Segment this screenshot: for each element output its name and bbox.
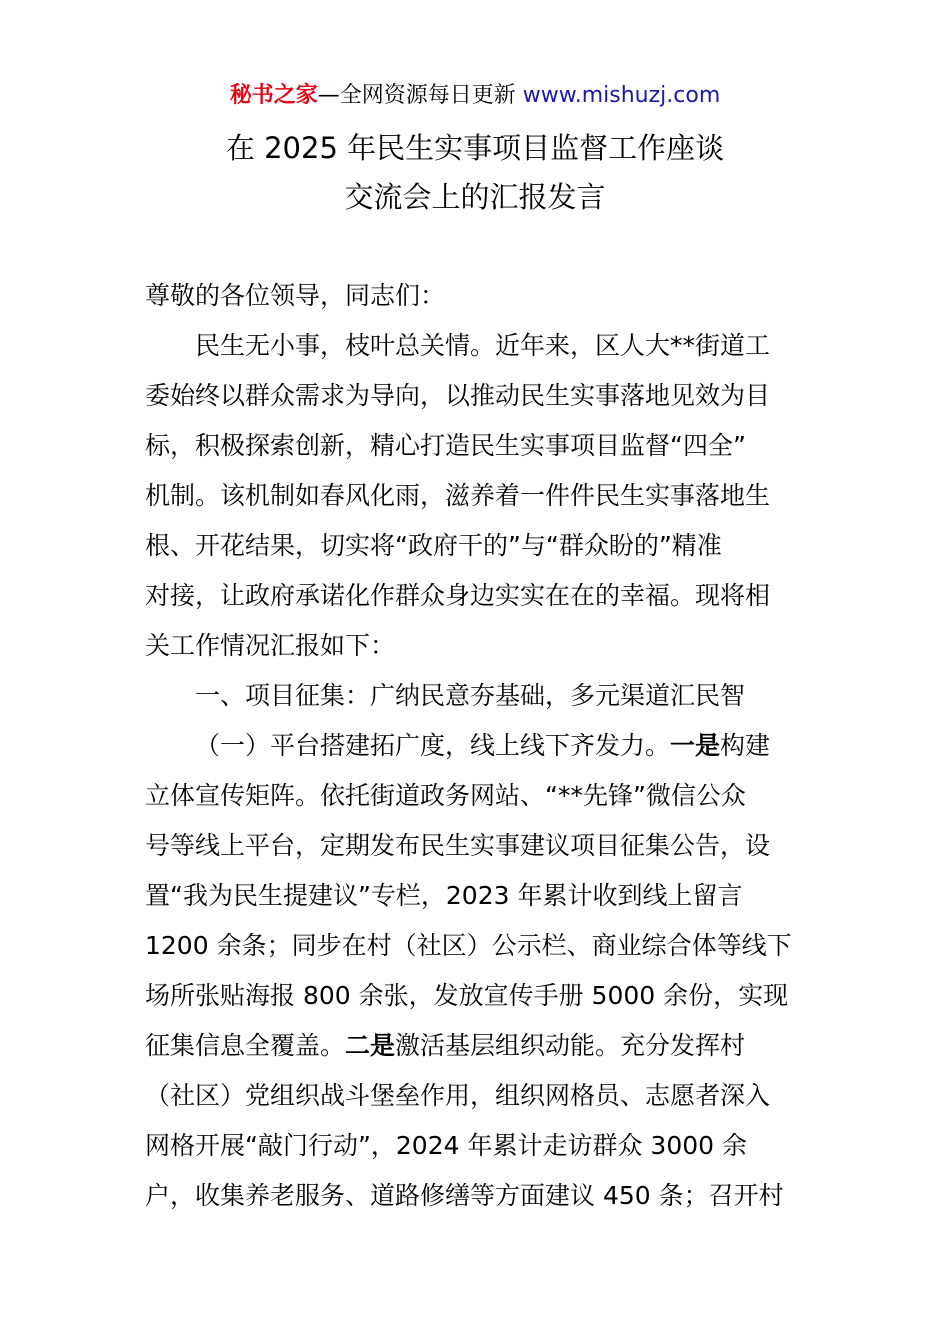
body-text-segment: 征集信息全覆盖。 xyxy=(145,1031,346,1060)
point-text: 激活基层组织动能。充分发挥村 xyxy=(395,1031,746,1060)
site-url-link[interactable]: www.mishuzj.com xyxy=(522,83,721,108)
intro-line: 机制。该机制如春风化雨，滋养着一件件民生实事落地生 xyxy=(145,481,771,510)
intro-line: 根、开花结果，切实将“政府干的”与“群众盼的”精准 xyxy=(145,531,722,560)
point-marker-first: 一是 xyxy=(670,731,721,760)
intro-line: 对接，让政府承诺化作群众身边实实在在的幸福。现将相 xyxy=(145,581,771,610)
body-line: 立体宣传矩阵。依托街道政务网站、“**先锋”微信公众 xyxy=(145,781,746,810)
body-line: 1200 余条；同步在村（社区）公示栏、商业综合体等线下 xyxy=(145,931,792,960)
intro-line: 委始终以群众需求为导向，以推动民生实事落地见效为目 xyxy=(145,381,771,410)
site-header xyxy=(0,80,950,112)
document-title-line-2: 交流会上的汇报发言 xyxy=(344,180,606,214)
body-line: 置“我为民生提建议”专栏，2023 年累计收到线上留言 xyxy=(145,881,743,910)
subsection-heading: （一）平台搭建拓广度，线上线下齐发力。 xyxy=(195,731,671,760)
intro-line: 标，积极探索创新，精心打造民生实事项目监督“四全” xyxy=(145,431,746,460)
brand-name: 秘书之家 xyxy=(229,83,318,108)
header-tagline: —全网资源每日更新 xyxy=(317,83,523,108)
section-heading: 一、项目征集：广纳民意夯基础，多元渠道汇民智 xyxy=(195,681,746,710)
document-title-line-1: 在 2025 年民生实事项目监督工作座谈 xyxy=(225,131,725,165)
body-line: 网格开展“敲门行动”，2024 年累计走访群众 3000 余 xyxy=(145,1131,747,1160)
point-marker-second: 二是 xyxy=(345,1031,396,1060)
body-line: 户，收集养老服务、道路修缮等方面建议 450 条；召开村 xyxy=(145,1181,784,1210)
body-line: （社区）党组织战斗堡垒作用，组织网格员、志愿者深入 xyxy=(145,1081,771,1110)
subsection-lead-line xyxy=(145,721,810,771)
salutation: 尊敬的各位领导，同志们： xyxy=(145,281,446,310)
intro-line: 关工作情况汇报如下： xyxy=(145,631,396,660)
body-line: 场所张贴海报 800 余张，发放宣传手册 5000 余份，实现 xyxy=(145,981,789,1010)
body-line: 号等线上平台，定期发布民生实事建议项目征集公告，设 xyxy=(145,831,771,860)
document-body xyxy=(145,271,810,1221)
body-line xyxy=(145,1021,810,1071)
point-text: 构建 xyxy=(720,731,771,760)
intro-line: 民生无小事，枝叶总关情。近年来，区人大**街道工 xyxy=(195,331,771,360)
